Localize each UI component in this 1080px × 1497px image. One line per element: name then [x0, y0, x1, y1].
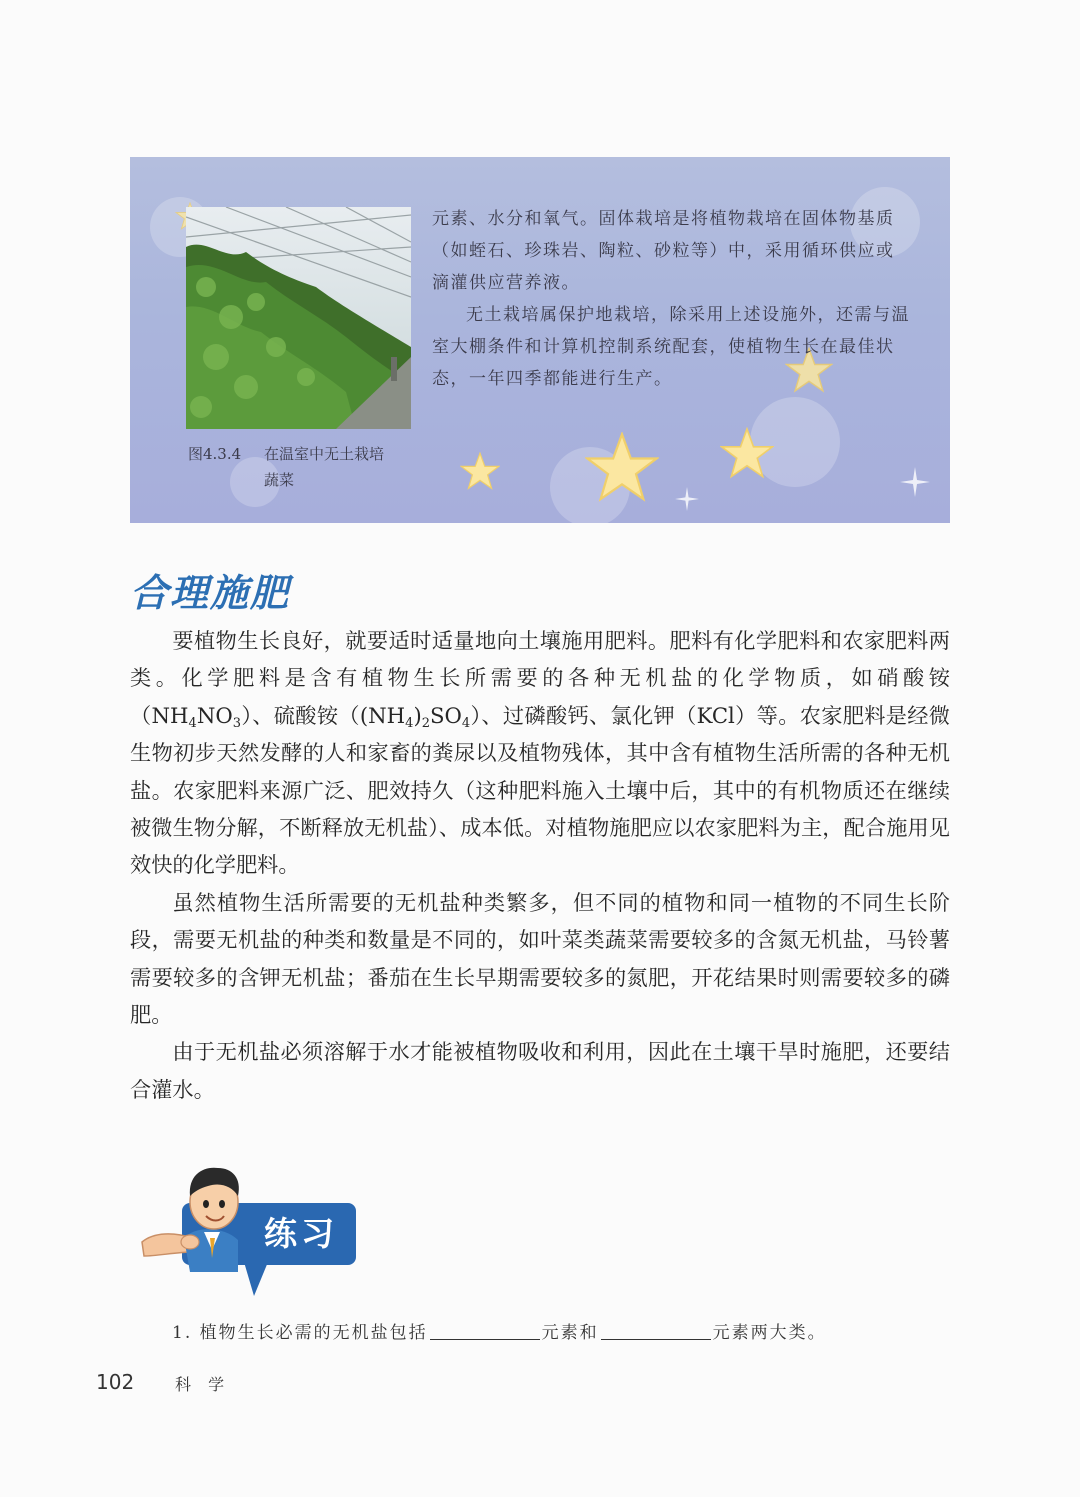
- answer-blank-1[interactable]: [430, 1321, 540, 1340]
- p1-sub: 4: [405, 715, 414, 731]
- box-paragraph-2: 无土栽培属保护地栽培，除采用上述设施外，还需与温室大棚条件和计算机控制系统配套，使植物生长在最佳状态，一年四季都能进行生产。: [432, 305, 910, 389]
- mascot-boy-icon: [134, 1160, 254, 1280]
- p1-text-f: ）、过磷酸钙、氯化钾（KCl）等。农家肥料是经微生物初步天然发酵的人和家畜的粪尿以及植物残体，其中含有植物生活所需的各种无机盐。农家肥料来源广泛、肥效持久（这种肥料施入土壤中后，其中的有机物质还在继续被微生物分解，不断释放无机盐）、成本低。对植物施肥应以农家肥料为主，配合施用见效快的化学肥料。: [130, 702, 950, 878]
- question-text-part1: 1. 植物生长必需的无机盐包括: [172, 1323, 428, 1343]
- p1-sub: 3: [232, 715, 242, 731]
- body-paragraph-1: [130, 622, 950, 884]
- figure-caption-line2: 蔬菜: [264, 471, 295, 489]
- exercise-label: 练习: [264, 1214, 338, 1253]
- figure-number: 图4.3.4: [188, 445, 242, 463]
- p1-text-e: SO: [430, 702, 462, 728]
- greenhouse-photo: [186, 207, 411, 429]
- p1-text-a: 要植物生长良好，就要适时适量地向土壤施用肥料。肥料有化学肥料和农家肥料两类。化学肥料是含有植物生长所需要的各种无机盐的化学物质，如硝酸铵（NH: [130, 628, 950, 728]
- star-icon: [460, 452, 500, 490]
- answer-blank-2[interactable]: [601, 1321, 711, 1340]
- p1-text-c: ）、硫酸铵（(NH: [241, 702, 406, 728]
- p1-text-d: ): [413, 702, 422, 728]
- box-paragraph-1: 元素、水分和氧气。固体栽培是将植物栽培在固体物基质（如蛭石、珍珠岩、陶粒、砂粒等）中，采用循环供应或滴灌供应营养液。: [432, 209, 895, 293]
- page-number: 102: [96, 1370, 135, 1394]
- question-text-part2: 元素和: [541, 1323, 599, 1343]
- body-text: [130, 622, 950, 1108]
- star-icon: [720, 427, 774, 479]
- p1-sub: 4: [461, 715, 471, 731]
- box-text: [432, 203, 912, 395]
- body-paragraph-2: 虽然植物生活所需要的无机盐种类繁多，但不同的植物和同一植物的不同生长阶段，需要无机盐的种类和数量是不同的，如叶菜类蔬菜需要较多的含氮无机盐，马铃薯需要较多的含钾无机盐；番茄在生长早期需要较多的氮肥，开花结果时则需要较多的磷肥。: [130, 889, 950, 1028]
- p1-sub: 4: [188, 715, 197, 731]
- sparkle-icon: [900, 467, 930, 497]
- figure-caption: [188, 441, 420, 493]
- info-box: [130, 157, 950, 523]
- p1-text-b: NO: [196, 702, 233, 728]
- p1-sub: 2: [421, 715, 430, 731]
- body-paragraph-3: 由于无机盐必须溶解于水才能被植物吸收和利用，因此在土壤干旱时施肥，还要结合灌水。: [130, 1039, 950, 1102]
- figure-caption-line1: 在温室中无土栽培: [264, 445, 385, 463]
- section-title: 合理施肥: [130, 571, 291, 615]
- question-text-part3: 元素两大类。: [712, 1323, 827, 1343]
- star-icon: [585, 432, 659, 502]
- book-name: 科 学: [175, 1375, 231, 1394]
- sparkle-icon: [675, 487, 699, 511]
- exercise-question-1: [172, 1318, 827, 1343]
